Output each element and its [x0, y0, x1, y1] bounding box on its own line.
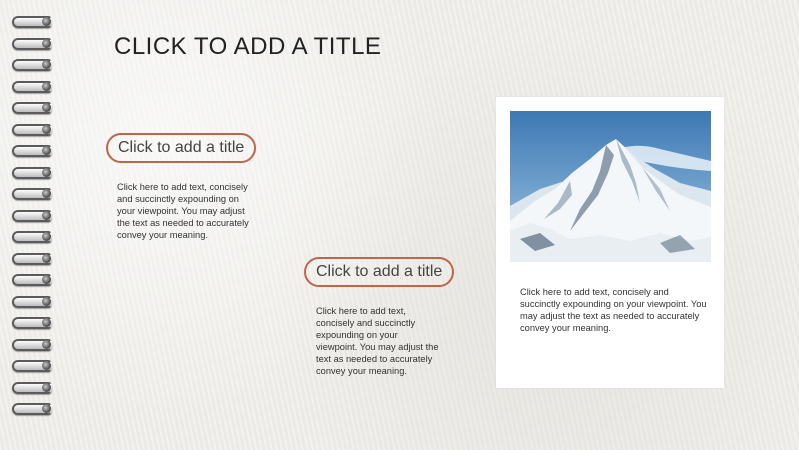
spiral-ring [8, 380, 54, 394]
section-1-title[interactable]: Click to add a title [106, 133, 256, 163]
photo-card-body[interactable]: Click here to add text, concisely and succinctly expounding on your viewpoint. You may adjust the text as needed to accurately convey your meaning. [520, 287, 707, 333]
spiral-ring [8, 165, 54, 179]
spiral-ring [8, 186, 54, 200]
section-1-body[interactable]: Click here to add text, concisely and succinctly expounding on your viewpoint. You may adjust the text as needed to accurately convey your meaning. [117, 182, 249, 240]
spiral-ring [8, 100, 54, 114]
section-2-body[interactable]: Click here to add text, concisely and succinctly expounding on your viewpoint. You may adjust the text as needed to accurately convey your meaning. [316, 306, 439, 376]
spiral-ring [8, 229, 54, 243]
spiral-ring [8, 401, 54, 415]
spiral-ring [8, 337, 54, 351]
mountain-photo[interactable] [510, 111, 711, 262]
photo-card [496, 97, 724, 388]
slide-title[interactable]: CLICK TO ADD A TITLE [114, 33, 382, 60]
spiral-ring [8, 315, 54, 329]
spiral-ring [8, 122, 54, 136]
spiral-ring [8, 358, 54, 372]
section-2-title[interactable]: Click to add a title [304, 257, 454, 287]
spiral-ring [8, 143, 54, 157]
spiral-ring [8, 294, 54, 308]
spiral-ring [8, 14, 54, 28]
spiral-ring [8, 79, 54, 93]
spiral-ring [8, 251, 54, 265]
spiral-ring [8, 272, 54, 286]
spiral-ring [8, 208, 54, 222]
spiral-ring [8, 36, 54, 50]
spiral-ring [8, 57, 54, 71]
spiral-binding-icon [8, 14, 58, 424]
